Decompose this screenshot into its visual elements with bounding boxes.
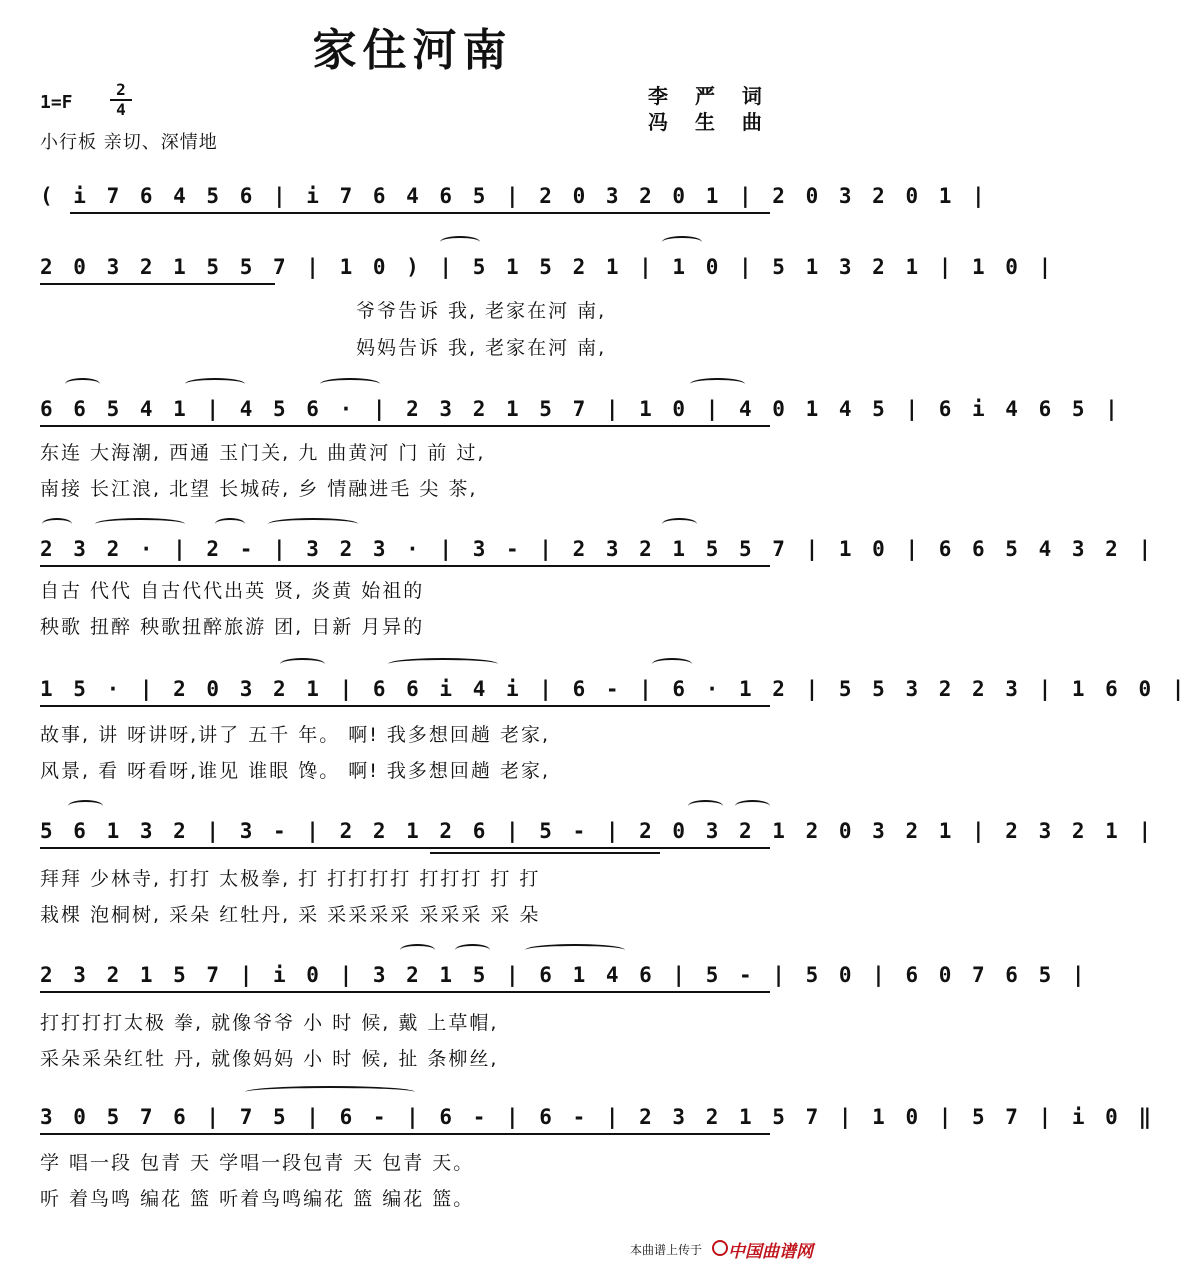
beam-line — [40, 565, 770, 567]
slur — [652, 658, 692, 670]
beam-line — [70, 212, 770, 214]
slur — [690, 378, 745, 390]
slur — [215, 518, 245, 530]
beam-line — [40, 705, 770, 707]
lyrics-row-8-verse-1: 学 唱一段 包青 天 学唱一段包青 天 包青 天。 — [40, 1152, 475, 1174]
lyrics-row-7-verse-1: 打打打打太极 拳, 就像爷爷 小 时 候, 戴 上草帽, — [40, 1012, 499, 1034]
lyrics-row-2-verse-2: 妈妈告诉 我, 老家在河 南, — [356, 337, 607, 359]
slur — [388, 658, 498, 670]
slur — [525, 944, 625, 956]
notation-row-3: 6 6 5 4 1 | 4 5 6 · | 2 3 2 1 5 7 | 1 0 | 4 0 1 4 5 | 6 i 4 6 5 | — [40, 397, 1122, 421]
slur — [440, 236, 480, 248]
logo-icon — [712, 1240, 728, 1256]
lyrics-row-5-verse-1: 故事, 讲 呀讲呀,讲了 五千 年。 啊! 我多想回趟 老家, — [40, 724, 551, 746]
slur — [268, 518, 358, 530]
slur — [280, 658, 325, 670]
lyrics-row-6-verse-2: 栽棵 泡桐树, 采朵 红牡丹, 采 采采采采 采采采 采 朵 — [40, 904, 541, 926]
beam-line — [40, 283, 275, 285]
slur — [455, 944, 490, 956]
composer-credit: 冯 生 曲 — [648, 110, 772, 134]
lyrics-row-4-verse-1: 自古 代代 自古代代出英 贤, 炎黄 始祖的 — [40, 580, 425, 602]
slur — [662, 518, 697, 530]
slur — [662, 236, 702, 248]
slur — [245, 1086, 415, 1098]
song-title: 家住河南 — [312, 25, 513, 76]
time-signature — [110, 82, 132, 118]
lyrics-row-7-verse-2: 采朵采朵红牡 丹, 就像妈妈 小 时 候, 扯 条柳丝, — [40, 1048, 499, 1070]
notation-row-2: 2 0 3 2 1 5 5 7 | 1 0 ) | 5 1 5 2 1 | 1 0 | 5 1 3 2 1 | 1 0 | — [40, 255, 1056, 279]
lyrics-row-3-verse-1: 东连 大海潮, 西通 玉门关, 九 曲黄河 门 前 过, — [40, 442, 486, 464]
key-signature: 1=F — [40, 92, 73, 113]
slur — [42, 518, 72, 530]
beam-line — [40, 425, 770, 427]
beam-line — [40, 991, 770, 993]
lyrics-row-2-verse-1: 爷爷告诉 我, 老家在河 南, — [356, 300, 607, 322]
lyrics-row-4-verse-2: 秧歌 扭醉 秧歌扭醉旅游 团, 日新 月异的 — [40, 616, 425, 638]
lyrics-row-5-verse-2: 风景, 看 呀看呀,谁见 谁眼 馋。 啊! 我多想回趟 老家, — [40, 760, 551, 782]
beam-line — [40, 847, 770, 849]
slur — [95, 518, 185, 530]
time-signature-bottom: 4 — [116, 100, 126, 119]
slur — [320, 378, 380, 390]
lyrics-row-3-verse-2: 南接 长江浪, 北望 长城砖, 乡 情融进毛 尖 茶, — [40, 478, 478, 500]
time-signature-top: 2 — [116, 80, 126, 99]
slur — [65, 378, 100, 390]
beam-line — [430, 852, 660, 854]
notation-row-4: 2 3 2 · | 2 - | 3 2 3 · | 3 - | 2 3 2 1 5 5 7 | 1 0 | 6 6 5 4 3 2 | — [40, 537, 1156, 561]
notation-row-7: 2 3 2 1 5 7 | i 0 | 3 2 1 5 | 6 1 4 6 | 5 - | 5 0 | 6 0 7 6 5 | — [40, 963, 1089, 987]
upload-note: 本曲谱上传于 — [630, 1243, 703, 1257]
site-logo[interactable]: 中国曲谱网 — [728, 1242, 813, 1262]
tempo-marking: 小行板 亲切、深情地 — [40, 132, 218, 153]
beam-line — [40, 1133, 770, 1135]
slur — [68, 800, 103, 812]
lyricist-credit: 李 严 词 — [648, 84, 772, 108]
lyrics-row-6-verse-1: 拜拜 少林寺, 打打 太极拳, 打 打打打打 打打打 打 打 — [40, 868, 541, 890]
lyrics-row-8-verse-2: 听 着鸟鸣 编花 篮 听着鸟鸣编花 篮 编花 篮。 — [40, 1188, 475, 1210]
slur — [735, 800, 770, 812]
notation-row-8: 3 0 5 7 6 | 7 5 | 6 - | 6 - | 6 - | 2 3 2 1 5 7 | 1 0 | 5 7 | i 0 ‖ — [40, 1105, 1156, 1129]
notation-row-5: 1 5 · | 2 0 3 2 1 | 6 6 i 4 i | 6 - | 6 · 1 2 | 5 5 3 2 2 3 | 1 6 0 | — [40, 677, 1188, 701]
notation-row-6: 5 6 1 3 2 | 3 - | 2 2 1 2 6 | 5 - | 2 0 3 2 1 2 0 3 2 1 | 2 3 2 1 | — [40, 819, 1156, 843]
slur — [400, 944, 435, 956]
slur — [688, 800, 723, 812]
notation-row-1: ( i 7 6 4 5 6 | i 7 6 4 6 5 | 2 0 3 2 0 1 | 2 0 3 2 0 1 | — [40, 184, 989, 208]
slur — [185, 378, 245, 390]
